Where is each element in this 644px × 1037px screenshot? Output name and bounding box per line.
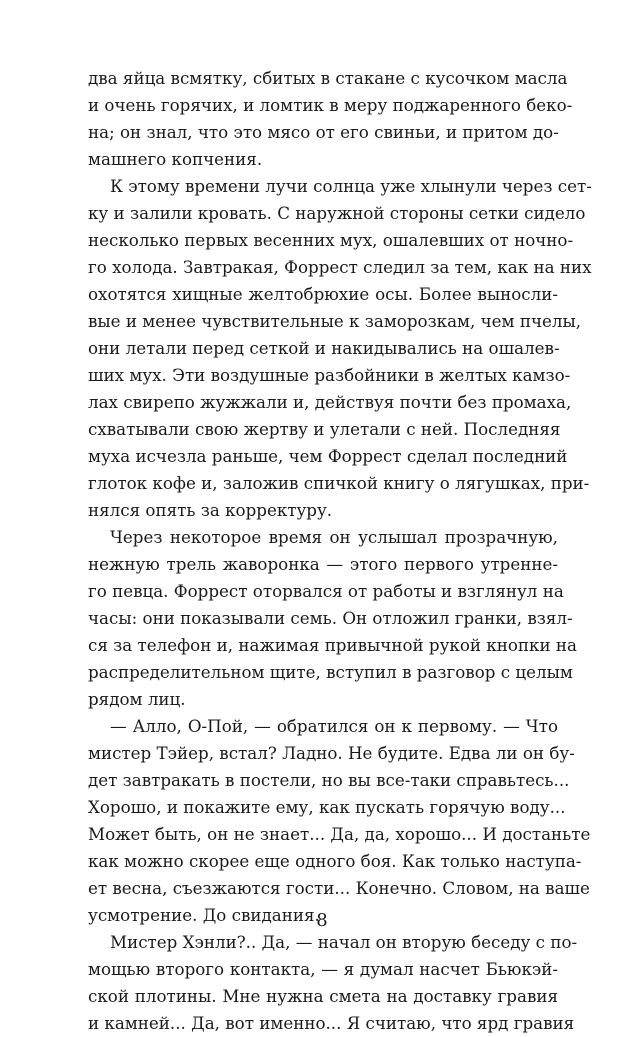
text-line: К этому времени лучи солнца уже хлынули через сет- [110, 176, 592, 196]
text-line: Мистер Хэнли?.. Да, — начал он вторую беседу с по- [110, 932, 578, 952]
text-line: муха исчезла раньше, чем Форрест сделал последний [88, 446, 568, 466]
text-line: ку и залили кровать. С наружной стороны сетки сидело [88, 203, 586, 223]
text-line: ет весна, съезжаются гости... Конечно. Словом, на ваше [88, 878, 590, 898]
text-line: — Алло, О-Пой, — обратился он к первому. — Что [110, 716, 558, 736]
body-text [88, 65, 592, 1037]
text-line: го холода. Завтракая, Форрест следил за тем, как на них [88, 257, 592, 277]
text-line: как можно скорее еще одного боя. Как только наступа- [88, 851, 582, 871]
text-line: го певца. Форрест оторвался от работы и взглянул на [88, 581, 564, 601]
text-line: ших мух. Эти воздушные разбойники в желтых камзо- [88, 365, 571, 385]
text-line: нежную трель жаворонка — этого первого утренне- [88, 554, 558, 574]
text-line: усмотрение. До свидания. [88, 905, 320, 925]
text-line: рядом лиц. [88, 689, 186, 709]
text-line: Через некоторое время он услышал прозрачную, [110, 527, 558, 547]
text-line: распределительном щите, вступил в разговор с целым [88, 662, 573, 682]
text-line: охотятся хищные желтобрюхие осы. Более выносли- [88, 284, 558, 304]
text-line: нялся опять за корректуру. [88, 500, 333, 520]
text-line: лах свирепо жужжали и, действуя почти без промаха, [88, 392, 572, 412]
text-line: мистер Тэйер, встал? Ладно. Не будите. Едва ли он бу- [88, 743, 575, 763]
text-line: на; он знал, что это мясо от его свиньи, и притом до- [88, 122, 559, 142]
text-line: глоток кофе и, заложив спичкой книгу о лягушках, при- [88, 473, 590, 493]
text-line: и камней... Да, вот именно... Я считаю, что ярд гравия [88, 1013, 575, 1033]
text-line: они летали перед сеткой и накидывались на ошалев- [88, 338, 560, 358]
text-line: вые и менее чувствительные к заморозкам, чем пчелы, [88, 311, 582, 331]
text-line: два яйца всмятку, сбитых в стакане с кусочком масла [88, 68, 568, 88]
text-line: дет завтракать в постели, но вы все-таки справьтесь... [88, 770, 570, 790]
text-line: ской плотины. Мне нужна смета на доставку гравия [88, 986, 558, 1006]
text-line: машнего копчения. [88, 149, 263, 169]
text-line: Может быть, он не знает... Да, да, хорошо... И достаньте [88, 824, 591, 844]
text-line: и очень горячих, и ломтик в меру поджаренного беко- [88, 95, 573, 115]
text-line: несколько первых весенних мух, ошалевших от ночно- [88, 230, 574, 250]
text-line: часы: они показывали семь. Он отложил гранки, взял- [88, 608, 573, 628]
page-number: 8 [316, 910, 328, 931]
text-line: ся за телефон и, нажимая привычной рукой кнопки на [88, 635, 577, 655]
text-line: схватывали свою жертву и улетали с ней. Последняя [88, 419, 561, 439]
text-line: Хорошо, и покажите ему, как пускать горячую воду... [88, 797, 566, 817]
text-line: мощью второго контакта, — я думал насчет Бьюкэй- [88, 959, 558, 979]
